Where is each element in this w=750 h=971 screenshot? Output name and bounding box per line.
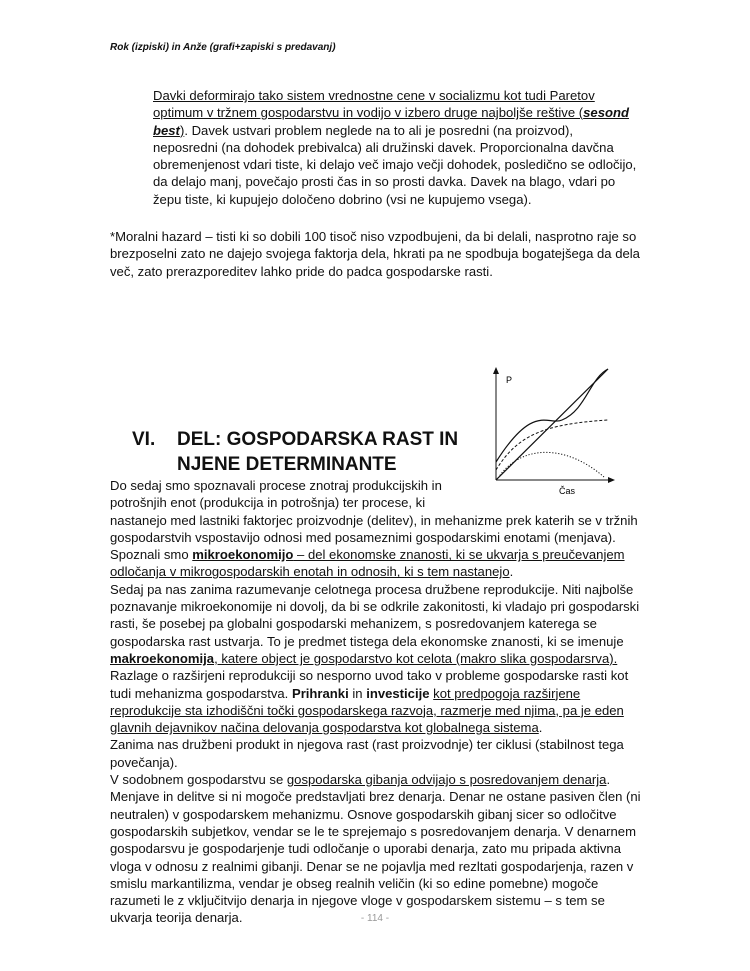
text: V sodobnem gospodarstvu se xyxy=(110,772,287,788)
text: . xyxy=(509,564,514,580)
page-header: Rok (izpiski) in Anže (grafi+zapiski s predavanj) xyxy=(110,42,336,53)
tax-paragraph-rest: . Davek ustvari problem neglede na to ali je posredni (na proizvod), neposredni (na dohodek prebivalca) ali družinski davek. Proporcionalna davčna obremenjenost vdari tiste, ki delajo več imajo večji dohodek, posledično se odločijo, da delajo manj, povečajo prosti čas in so prosti davka. Davek na blago, vdari po žepu tiste, ki kupujejo določeno dobrino (vsi ne kupujemo vsega). xyxy=(153,122,637,207)
line-1: Do sedaj smo spoznavali procese znotraj produkcijskih in xyxy=(110,478,442,493)
graph-x-label: Čas xyxy=(559,486,576,496)
term-investicije: investicije xyxy=(366,685,430,701)
page-number: - 114 - xyxy=(360,913,390,924)
term-prihranki: Prihranki xyxy=(291,685,349,701)
underlined-text: , katere object je gospodarstvo kot celota (makro slika gospodarsrva). xyxy=(214,650,618,666)
text: Sedaj pa nas zanima razumevanje celotnega procesa družbene reprodukcije. Niti najbolše poznavanje mikroekonomije ni dovolj, da bi se odkrile zakonitosti, ki vladajo pri gospodarski rasti, še posebej pa globalni gospodarski mehanizem, s posredovanjem katerega se gospodarska rast ustvarja. To je predmet tistega dela ekonomske znanosti, ki se imenuje xyxy=(110,581,640,649)
text: nastanejo med lastniki faktorjec proizvodnje (delitev), in mehanizme prek katerih se v tržnih gospodarstvih vspostavijo odnosi med posameznimi gospodarskimi enotami (menjava). Spoznali smo xyxy=(110,512,638,563)
moral-hazard-paragraph: *Moralni hazard – tisti ki so dobili 100 tisoč niso vzpodbujeni, da bi delali, nasprotno raje so brezposelni zato ne dajejo svojega faktorja dela, hkrati pa ne spodbuja bogatejšega da dela več, zato prerazporeditev lahko pride do padca gospodarske rasti. xyxy=(110,229,640,279)
tax-underlined-close: ) xyxy=(179,122,185,138)
term-mikroekonomija: mikroekonomijo xyxy=(192,547,294,563)
paragraph-product: Zanima nas družbeni produkt in njegova rast (rast proizvodnje) ter ciklusi (stabilnost tega povečanja). xyxy=(110,737,624,770)
underlined-text: kot predpogoja razširjene reprodukcije sta izhodiščni točki gospodarskega razvoja, razmerje med njima, pa je eden glavnih dejavnikov načina delovanja gospodarstva kot globalnega sistema xyxy=(110,685,624,736)
underlined-text: – del ekonomske znanosti, ki se ukvarja s preučevanjem odločanja v mikrogospodarskih enotah in odnosih, ki s tem nastanejo xyxy=(110,547,625,580)
paragraph-money xyxy=(110,771,645,927)
paragraph-macro xyxy=(110,581,645,667)
paragraph-micro xyxy=(110,477,645,581)
graph-dotted-curve xyxy=(498,452,604,478)
graph-linear-curve xyxy=(496,369,608,480)
text: Razlage o razširjeni reprodukciji so nesporno uvod tako v probleme gospodarske rasti kot tudi mehanizma gospodarstva. xyxy=(110,668,629,701)
underlined-text: gospodarska gibanja odvijajo s posredovanjem denarja xyxy=(286,772,607,788)
text: in xyxy=(348,685,367,701)
section-title: DEL: GOSPODARSKA RAST IN NJENE DETERMINANTE xyxy=(177,429,459,475)
tax-paragraph xyxy=(153,87,638,208)
line-2: potrošnjih enot (produkcija in potrošnja) ter procese, ki xyxy=(110,495,426,511)
text: . Menjave in delitve si ni mogoče predstavljati brez denarja. Denar ne ostane pasiven člen (ni neutralen) v gospodarskem mehanizmu. Osnove gospodarskih gibanj sicer so odločitve gospodarskih subjetkov, vendar se le te sprejemajo s posredovanjem denarja. V denarnem gospodarsvu je gospodarjenje tudi odločanje o uporabi denarja, zato mu pripada aktivna vloga v odnosu z realnimi gibanji. Denar se ne pojavlja med rezltati gospodarjenja, razen v smislu markantilizma, vendar je obseg realnih veličin (ki so edine pomebne) mogoče razumeti le z vključitvijo denarja in njegove vloge v gospodarskem sistemu – s tem se ukvarja teorija denarja. xyxy=(110,772,641,926)
tax-underlined-text: Davki deformirajo tako sistem vrednostne cene v socializmu kot tudi Paretov optimum v tržnem gospodarstvu in vodijo v izbero druge najboljše reštive ( xyxy=(153,88,595,121)
graph-y-label: P xyxy=(506,375,513,385)
text: . xyxy=(538,720,543,736)
second-best-term: sesond best xyxy=(153,105,629,138)
section-number: VI. xyxy=(132,429,156,450)
paragraph-savings xyxy=(110,667,645,736)
term-makroekonomija: makroekonomija xyxy=(110,650,215,666)
main-text xyxy=(110,477,645,927)
graph-y-arrow xyxy=(493,367,499,374)
